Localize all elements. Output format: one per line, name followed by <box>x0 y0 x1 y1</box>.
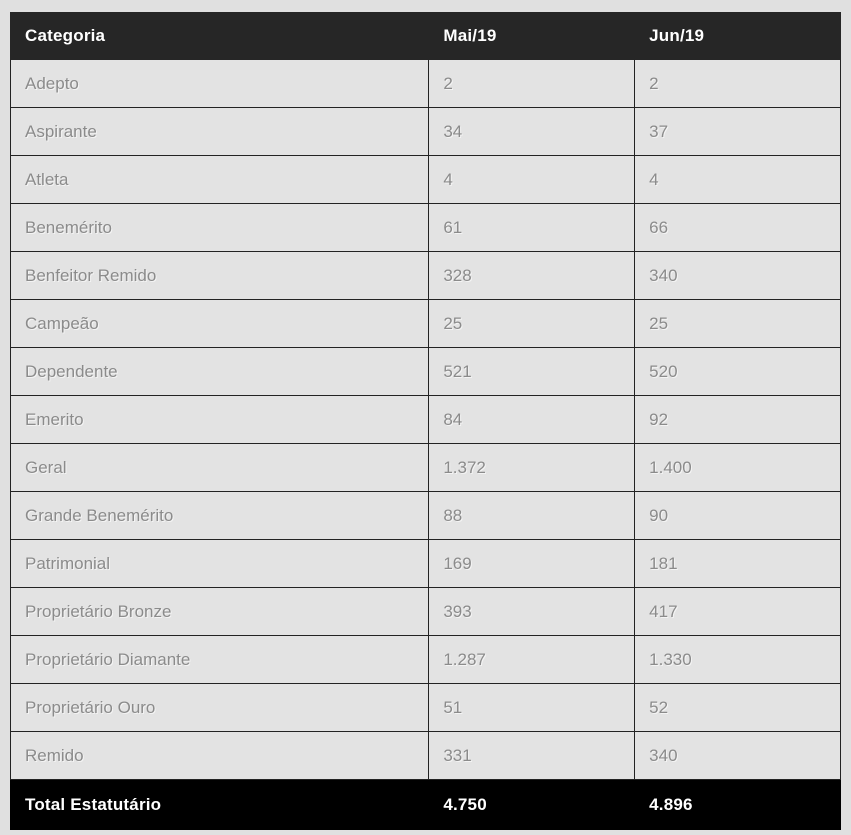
mai-value-cell: 2 <box>429 60 635 108</box>
table-row <box>11 684 841 732</box>
category-cell: Geral <box>11 444 429 492</box>
jun-value-cell: 520 <box>635 348 841 396</box>
table-row <box>11 156 841 204</box>
table-header-row <box>11 13 841 60</box>
column-header-jun19: Jun/19 <box>635 13 841 60</box>
jun-value-cell: 92 <box>635 396 841 444</box>
jun-value-cell: 340 <box>635 252 841 300</box>
category-cell: Campeão <box>11 300 429 348</box>
mai-value-cell: 521 <box>429 348 635 396</box>
category-cell: Benemérito <box>11 204 429 252</box>
table-row <box>11 60 841 108</box>
total-jun-value: 4.896 <box>635 780 841 830</box>
table-row <box>11 492 841 540</box>
mai-value-cell: 393 <box>429 588 635 636</box>
table-row <box>11 636 841 684</box>
table-footer <box>11 780 841 830</box>
table-row <box>11 540 841 588</box>
table-row <box>11 300 841 348</box>
category-cell: Proprietário Diamante <box>11 636 429 684</box>
jun-value-cell: 1.330 <box>635 636 841 684</box>
mai-value-cell: 169 <box>429 540 635 588</box>
mai-value-cell: 88 <box>429 492 635 540</box>
category-cell: Emerito <box>11 396 429 444</box>
table-header <box>11 13 841 60</box>
mai-value-cell: 25 <box>429 300 635 348</box>
jun-value-cell: 4 <box>635 156 841 204</box>
category-cell: Proprietário Ouro <box>11 684 429 732</box>
category-cell: Patrimonial <box>11 540 429 588</box>
category-cell: Benfeitor Remido <box>11 252 429 300</box>
category-cell: Remido <box>11 732 429 780</box>
jun-value-cell: 90 <box>635 492 841 540</box>
jun-value-cell: 417 <box>635 588 841 636</box>
category-cell: Grande Benemérito <box>11 492 429 540</box>
category-cell: Aspirante <box>11 108 429 156</box>
jun-value-cell: 37 <box>635 108 841 156</box>
jun-value-cell: 66 <box>635 204 841 252</box>
membership-category-table <box>10 12 841 830</box>
total-label: Total Estatutário <box>11 780 429 830</box>
mai-value-cell: 84 <box>429 396 635 444</box>
jun-value-cell: 52 <box>635 684 841 732</box>
mai-value-cell: 328 <box>429 252 635 300</box>
category-cell: Dependente <box>11 348 429 396</box>
jun-value-cell: 2 <box>635 60 841 108</box>
total-mai-value: 4.750 <box>429 780 635 830</box>
table-row <box>11 396 841 444</box>
category-cell: Atleta <box>11 156 429 204</box>
jun-value-cell: 1.400 <box>635 444 841 492</box>
table-body <box>11 60 841 780</box>
column-header-categoria: Categoria <box>11 13 429 60</box>
mai-value-cell: 61 <box>429 204 635 252</box>
table-row <box>11 252 841 300</box>
mai-value-cell: 4 <box>429 156 635 204</box>
mai-value-cell: 51 <box>429 684 635 732</box>
jun-value-cell: 25 <box>635 300 841 348</box>
mai-value-cell: 34 <box>429 108 635 156</box>
category-cell: Adepto <box>11 60 429 108</box>
table-row <box>11 204 841 252</box>
table-row <box>11 588 841 636</box>
table-row <box>11 444 841 492</box>
jun-value-cell: 181 <box>635 540 841 588</box>
mai-value-cell: 331 <box>429 732 635 780</box>
mai-value-cell: 1.287 <box>429 636 635 684</box>
table-row <box>11 108 841 156</box>
table-row <box>11 732 841 780</box>
category-cell: Proprietário Bronze <box>11 588 429 636</box>
total-row <box>11 780 841 830</box>
mai-value-cell: 1.372 <box>429 444 635 492</box>
column-header-mai19: Mai/19 <box>429 13 635 60</box>
table-row <box>11 348 841 396</box>
jun-value-cell: 340 <box>635 732 841 780</box>
